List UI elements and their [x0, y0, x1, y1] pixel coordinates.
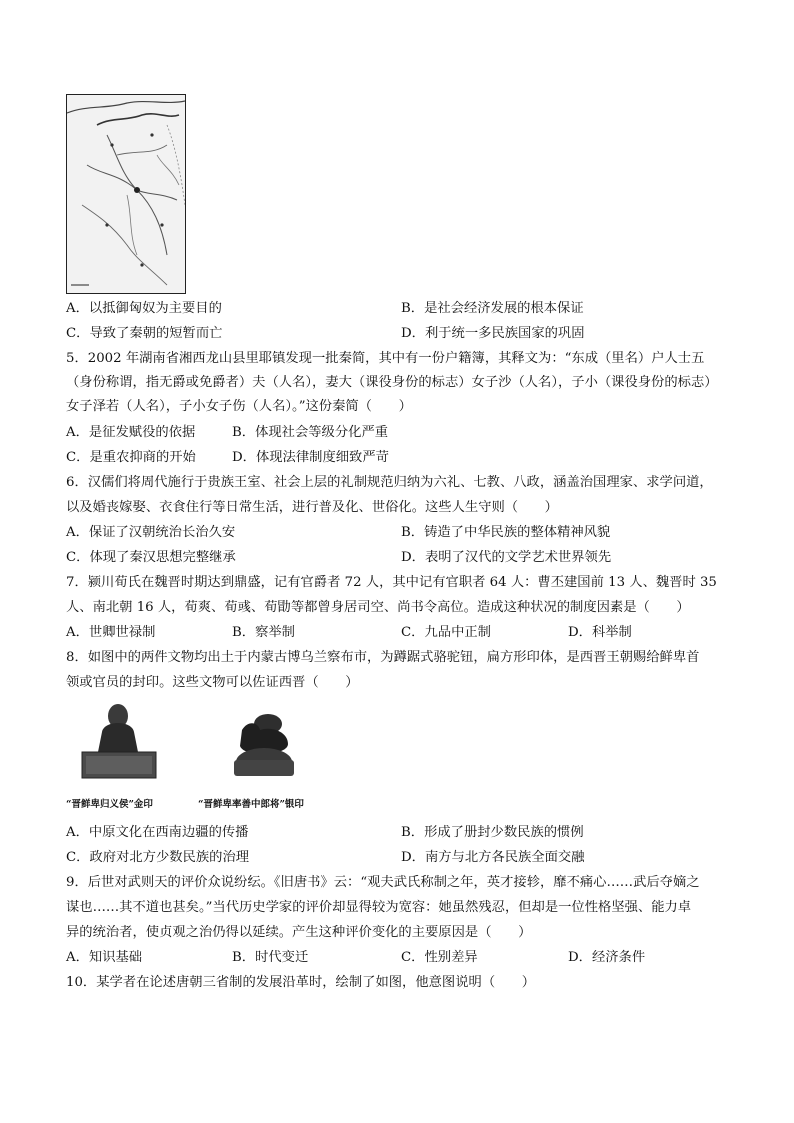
q7-option-b: B．察举制 [232, 625, 295, 640]
seal-caption-left: “晋鲜卑归义侯”金印 [66, 799, 153, 810]
q6-option-d: D．表明了汉代的文学艺术世界领先 [401, 550, 612, 565]
q5-option-a: A．是征发赋役的依据 [66, 425, 196, 440]
qin-map-figure [66, 94, 186, 294]
q7-stem-line1: 7．颍川荀氏在魏晋时期达到鼎盛，记有官爵者 72 人，其中记有官职者 64 人：曹丕建国前 13 人、魏晋时 35 [66, 575, 717, 590]
q6-stem-line2: 以及婚丧嫁娶、衣食住行等日常生活，进行普及化、世俗化。这些人生守则（ ） [66, 500, 558, 515]
q9-option-b: B．时代变迁 [232, 950, 309, 965]
q5-stem-line2: （身份称谓，指无爵或免爵者）夫（人名），妻大（课役身份的标志）女子沙（人名），子小（课役身份的标志） [66, 375, 718, 390]
map-icon [67, 95, 185, 293]
q6-option-a: A．保证了汉朝统治长治久安 [66, 525, 236, 540]
q8-option-d: D．南方与北方各民族全面交融 [401, 850, 585, 865]
q4-option-c: C．导致了秦朝的短暂而亡 [66, 326, 223, 341]
q10-stem-line1: 10．某学者在论述唐朝三省制的发展沿革时，绘制了如图，他意图说明（ ） [66, 975, 536, 990]
q5-option-b: B．体现社会等级分化严重 [232, 425, 389, 440]
q8-option-c: C．政府对北方少数民族的治理 [66, 850, 250, 865]
q8-option-b: B．形成了册封少数民族的惯例 [401, 825, 584, 840]
q9-option-c: C．性别差异 [401, 950, 478, 965]
q7-option-a: A．世卿世禄制 [66, 625, 156, 640]
q9-stem-line1: 9．后世对武则天的评价众说纷纭。《旧唐书》云：“观夫武氏称制之年，英才接轸，靡不痛心……武后夺嫡之 [66, 875, 700, 890]
seal-figure [66, 698, 336, 814]
q5-stem-line3: 女子泽若（人名），子小女子伤（人名）。”这份秦简（ ） [66, 399, 412, 414]
q4-option-d: D．利于统一多民族国家的巩固 [401, 326, 585, 341]
q7-option-c: C．九品中正制 [401, 625, 491, 640]
q4-option-a: A．以抵御匈奴为主要目的 [66, 301, 222, 316]
q9-option-a: A．知识基础 [66, 950, 143, 965]
q5-stem-line1: 5．2002 年湖南省湘西龙山县里耶镇发现一批秦简，其中有一份户籍簿，其释文为：“东成（里名）户人士五 [66, 351, 705, 366]
q4-option-b: B．是社会经济发展的根本保证 [401, 301, 584, 316]
q5-option-d: D．体现法律制度细致严苛 [232, 450, 389, 465]
q6-option-c: C．体现了秦汉思想完整继承 [66, 550, 236, 565]
q7-stem-line2: 人、南北朝 16 人，荀爽、荀彧、荀勖等都曾身居司空、尚书令高位。造成这种状况的制度因素是（ ） [66, 600, 690, 615]
q8-stem-line1: 8．如图中的两件文物均出土于内蒙古博乌兰察布市，为蹲踞式骆驼钮，扁方形印体，是西晋王朝赐给鲜卑首 [66, 650, 700, 665]
q7-option-d: D．科举制 [568, 625, 632, 640]
q9-option-d: D．经济条件 [568, 950, 646, 965]
seal-caption-right: “晋鲜卑率善中郎将”银印 [198, 799, 304, 810]
q5-option-c: C．是重农抑商的开始 [66, 450, 196, 465]
q9-stem-line2: 谋也……其不道也甚矣。”当代历史学家的评价却显得较为宽容：她虽然残忍，但却是一位性格坚强、能力卓 [66, 900, 692, 915]
q8-stem-line2: 领或官员的封印。这些文物可以佐证西晋（ ） [66, 675, 359, 690]
q8-option-a: A．中原文化在西南边疆的传播 [66, 825, 249, 840]
camel-seal-silver-icon [218, 710, 310, 782]
q9-stem-line3: 异的统治者，使贞观之治仍得以延续。产生这种评价变化的主要原因是（ ） [66, 925, 532, 940]
q6-stem-line1: 6．汉儒们将周代施行于贵族王室、社会上层的礼制规范归纳为六礼、七教、八政，涵盖治国理家、求学问道， [66, 475, 713, 490]
q6-option-b: B．铸造了中华民族的整体精神风貌 [401, 525, 611, 540]
camel-seal-gold-icon [72, 698, 164, 782]
